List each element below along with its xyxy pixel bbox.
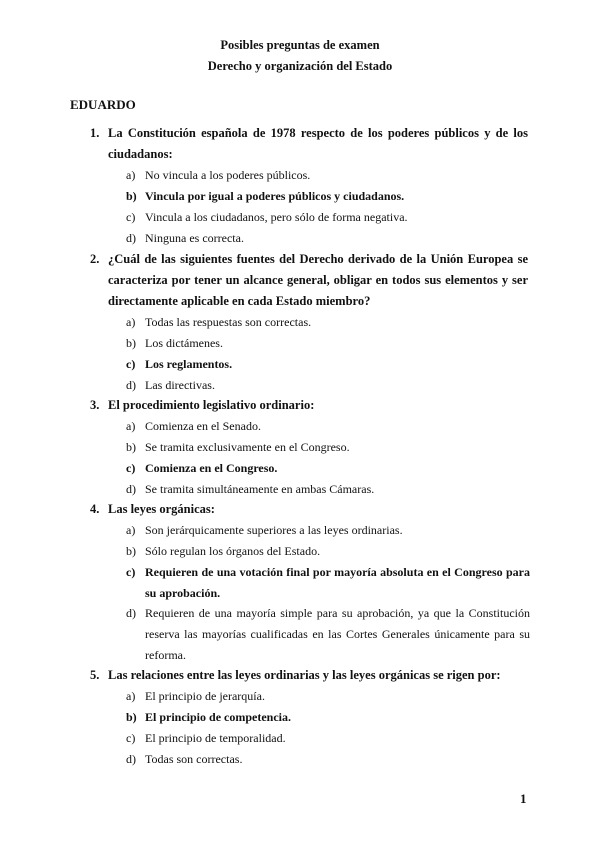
question-text: La Constitución española de 1978 respecto de los poderes públicos y de los ciudadanos: — [108, 126, 528, 161]
option-1c — [126, 207, 530, 228]
option-text: Todas son correctas. — [145, 752, 243, 766]
option-4b — [126, 541, 530, 562]
section-heading: EDUARDO — [70, 97, 136, 112]
option-3c-correct — [126, 458, 530, 479]
option-letter: a) — [126, 523, 136, 537]
option-2c-correct — [126, 354, 530, 375]
option-text: Se tramita exclusivamente en el Congreso. — [145, 440, 350, 454]
option-letter: b) — [126, 440, 136, 454]
option-letter: c) — [126, 357, 136, 371]
option-letter: a) — [126, 168, 136, 182]
question-number: 4. — [90, 502, 100, 516]
option-text: Las directivas. — [145, 378, 215, 392]
option-text: Los dictámenes. — [145, 336, 223, 350]
option-4a — [126, 520, 530, 541]
question-5 — [90, 665, 528, 686]
question-text: ¿Cuál de las siguientes fuentes del Derecho derivado de la Unión Europea se caracteriza por tener un alcance general, obligar en todos sus elementos y ser directamente aplicable en cada Estado miembro? — [108, 252, 528, 308]
option-1b-correct — [126, 186, 530, 207]
option-1d — [126, 228, 530, 249]
option-letter: c) — [126, 461, 136, 475]
document-subtitle: Derecho y organización del Estado — [207, 59, 393, 73]
question-text: El procedimiento legislativo ordinario: — [108, 398, 315, 412]
option-3a — [126, 416, 530, 437]
page-number: 1 — [520, 791, 527, 806]
question-3 — [90, 395, 528, 416]
option-letter: d) — [126, 606, 136, 620]
option-letter: c) — [126, 210, 136, 224]
option-letter: d) — [126, 231, 136, 245]
option-4d — [126, 603, 530, 666]
option-2a — [126, 312, 530, 333]
option-letter: d) — [126, 378, 136, 392]
option-text: Sólo regulan los órganos del Estado. — [145, 544, 321, 558]
option-letter: b) — [126, 544, 136, 558]
option-letter: d) — [126, 482, 136, 496]
option-text: Se tramita simultáneamente en ambas Cámaras. — [145, 482, 375, 496]
option-text: Son jerárquicamente superiores a las leyes ordinarias. — [145, 523, 403, 537]
option-text: El principio de temporalidad. — [145, 731, 286, 745]
document-title: Posibles preguntas de examen — [220, 38, 380, 52]
question-2 — [90, 249, 528, 312]
option-4c-correct — [126, 562, 530, 604]
option-text: Ninguna es correcta. — [145, 231, 244, 245]
option-text: El principio de competencia. — [145, 710, 291, 724]
option-text: Los reglamentos. — [145, 357, 233, 371]
option-letter: a) — [126, 689, 136, 703]
option-text: Todas las respuestas son correctas. — [145, 315, 312, 329]
option-text: Vincula a los ciudadanos, pero sólo de forma negativa. — [145, 210, 408, 224]
question-number: 2. — [90, 252, 100, 266]
option-5d — [126, 749, 530, 770]
option-text: Comienza en el Senado. — [145, 419, 261, 433]
option-letter: c) — [126, 565, 136, 579]
question-4 — [90, 499, 528, 520]
option-2b — [126, 333, 530, 354]
option-3d — [126, 479, 530, 500]
question-number: 1. — [90, 126, 100, 140]
option-letter: b) — [126, 710, 137, 724]
option-letter: b) — [126, 189, 137, 203]
option-text: Requieren de una mayoría simple para su aprobación, ya que la Constitución reserva las mayorías cualificadas en las Cortes Generales únicamente para su reforma. — [145, 606, 530, 662]
option-text: No vincula a los poderes públicos. — [145, 168, 311, 182]
option-1a — [126, 165, 530, 186]
option-5a — [126, 686, 530, 707]
question-1 — [90, 123, 528, 165]
option-3b — [126, 437, 530, 458]
option-letter: a) — [126, 315, 136, 329]
option-text: Comienza en el Congreso. — [145, 461, 278, 475]
option-5b-correct — [126, 707, 530, 728]
option-letter: b) — [126, 336, 136, 350]
option-letter: a) — [126, 419, 136, 433]
option-2d — [126, 375, 530, 396]
question-text: Las relaciones entre las leyes ordinarias y las leyes orgánicas se rigen por: — [108, 668, 501, 682]
option-text: Vincula por igual a poderes públicos y ciudadanos. — [145, 189, 405, 203]
question-number: 3. — [90, 398, 100, 412]
option-text: El principio de jerarquía. — [145, 689, 265, 703]
option-letter: c) — [126, 731, 136, 745]
question-text: Las leyes orgánicas: — [108, 502, 215, 516]
option-letter: d) — [126, 752, 136, 766]
option-text: Requieren de una votación final por mayoría absoluta en el Congreso para su aprobación. — [145, 565, 530, 600]
question-number: 5. — [90, 668, 100, 682]
option-5c — [126, 728, 530, 749]
